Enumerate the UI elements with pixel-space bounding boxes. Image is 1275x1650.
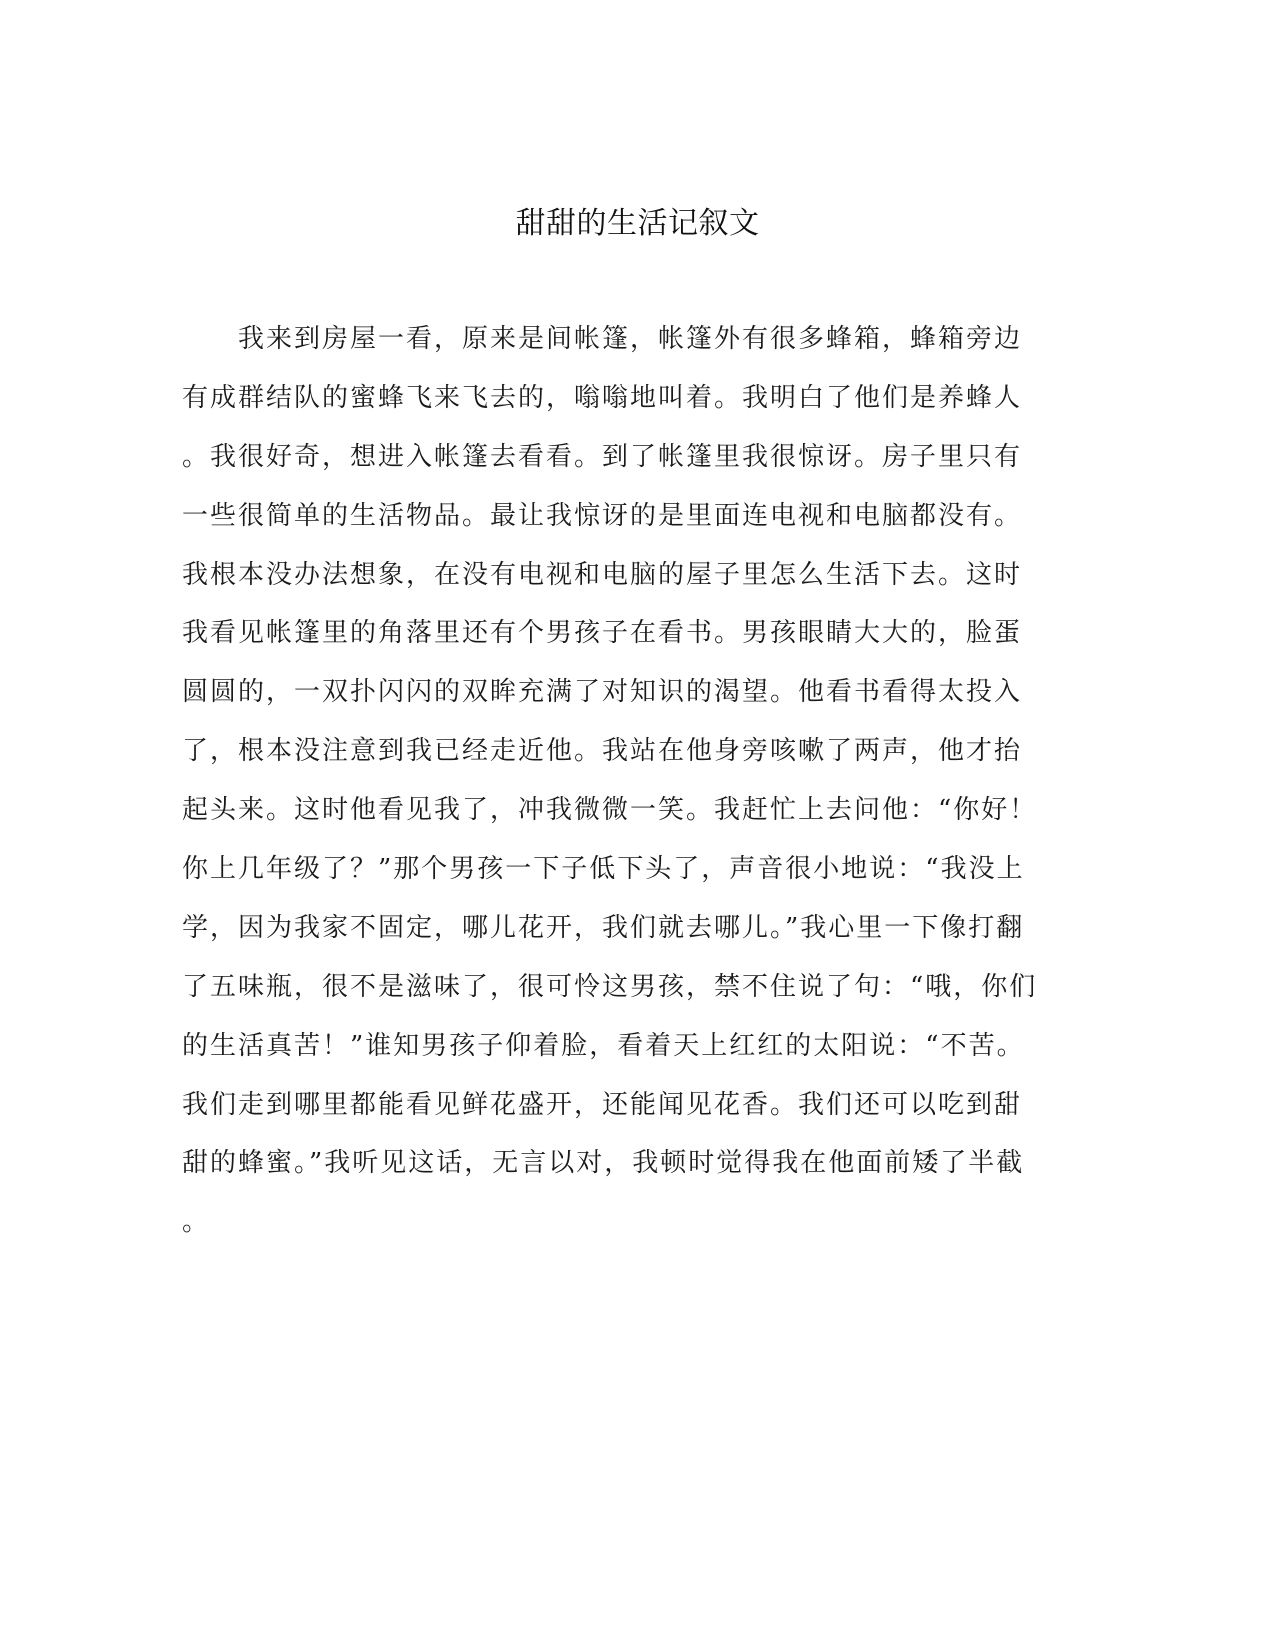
- body-line: 起头来。这时他看见我了，冲我微微一笑。我赶忙上去问他：“你好！: [182, 795, 1038, 826]
- body-line: 一些很简单的生活物品。最让我惊讶的是里面连电视和电脑都没有。: [182, 500, 1023, 531]
- body-line: 。我很好奇，想进入帐篷去看看。到了帐篷里我很惊讶。房子里只有: [182, 441, 1023, 472]
- document-title: 甜甜的生活记叙文: [515, 206, 760, 241]
- body-line: 我来到房屋一看，原来是间帐篷，帐篷外有很多蜂箱，蜂箱旁边: [182, 324, 1023, 354]
- document-body: [182, 310, 1038, 1252]
- body-line: 。: [182, 1207, 211, 1238]
- body-line: 了，根本没注意到我已经走近他。我站在他身旁咳嗽了两声，他才抬: [182, 736, 1023, 767]
- body-line: 甜的蜂蜜。”我听见这话，无言以对，我顿时觉得我在他面前矮了半截: [182, 1148, 1025, 1179]
- body-line: 有成群结队的蜜蜂飞来飞去的，嗡嗡地叫着。我明白了他们是养蜂人: [182, 382, 1023, 413]
- body-line: 我们走到哪里都能看见鲜花盛开，还能闻见花香。我们还可以吃到甜: [182, 1089, 1023, 1120]
- body-line: 学，因为我家不固定，哪儿花开，我们就去哪儿。”我心里一下像打翻: [182, 912, 1025, 943]
- body-line: 了五味瓶，很不是滋味了，很可怜这男孩，禁不住说了句：“哦，你们: [182, 971, 1038, 1002]
- body-line: 圆圆的，一双扑闪闪的双眸充满了对知识的渴望。他看书看得太投入: [182, 677, 1023, 708]
- body-line: 你上几年级了？”那个男孩一下子低下头了，声音很小地说：“我没上: [182, 854, 1025, 885]
- body-line: 我看见帐篷里的角落里还有个男孩子在看书。男孩眼睛大大的，脸蛋: [182, 618, 1023, 649]
- body-line: 的生活真苦！”谁知男孩子仰着脸，看着天上红红的太阳说：“不苦。: [182, 1030, 1025, 1061]
- body-line: 我根本没办法想象，在没有电视和电脑的屋子里怎么生活下去。这时: [182, 559, 1023, 590]
